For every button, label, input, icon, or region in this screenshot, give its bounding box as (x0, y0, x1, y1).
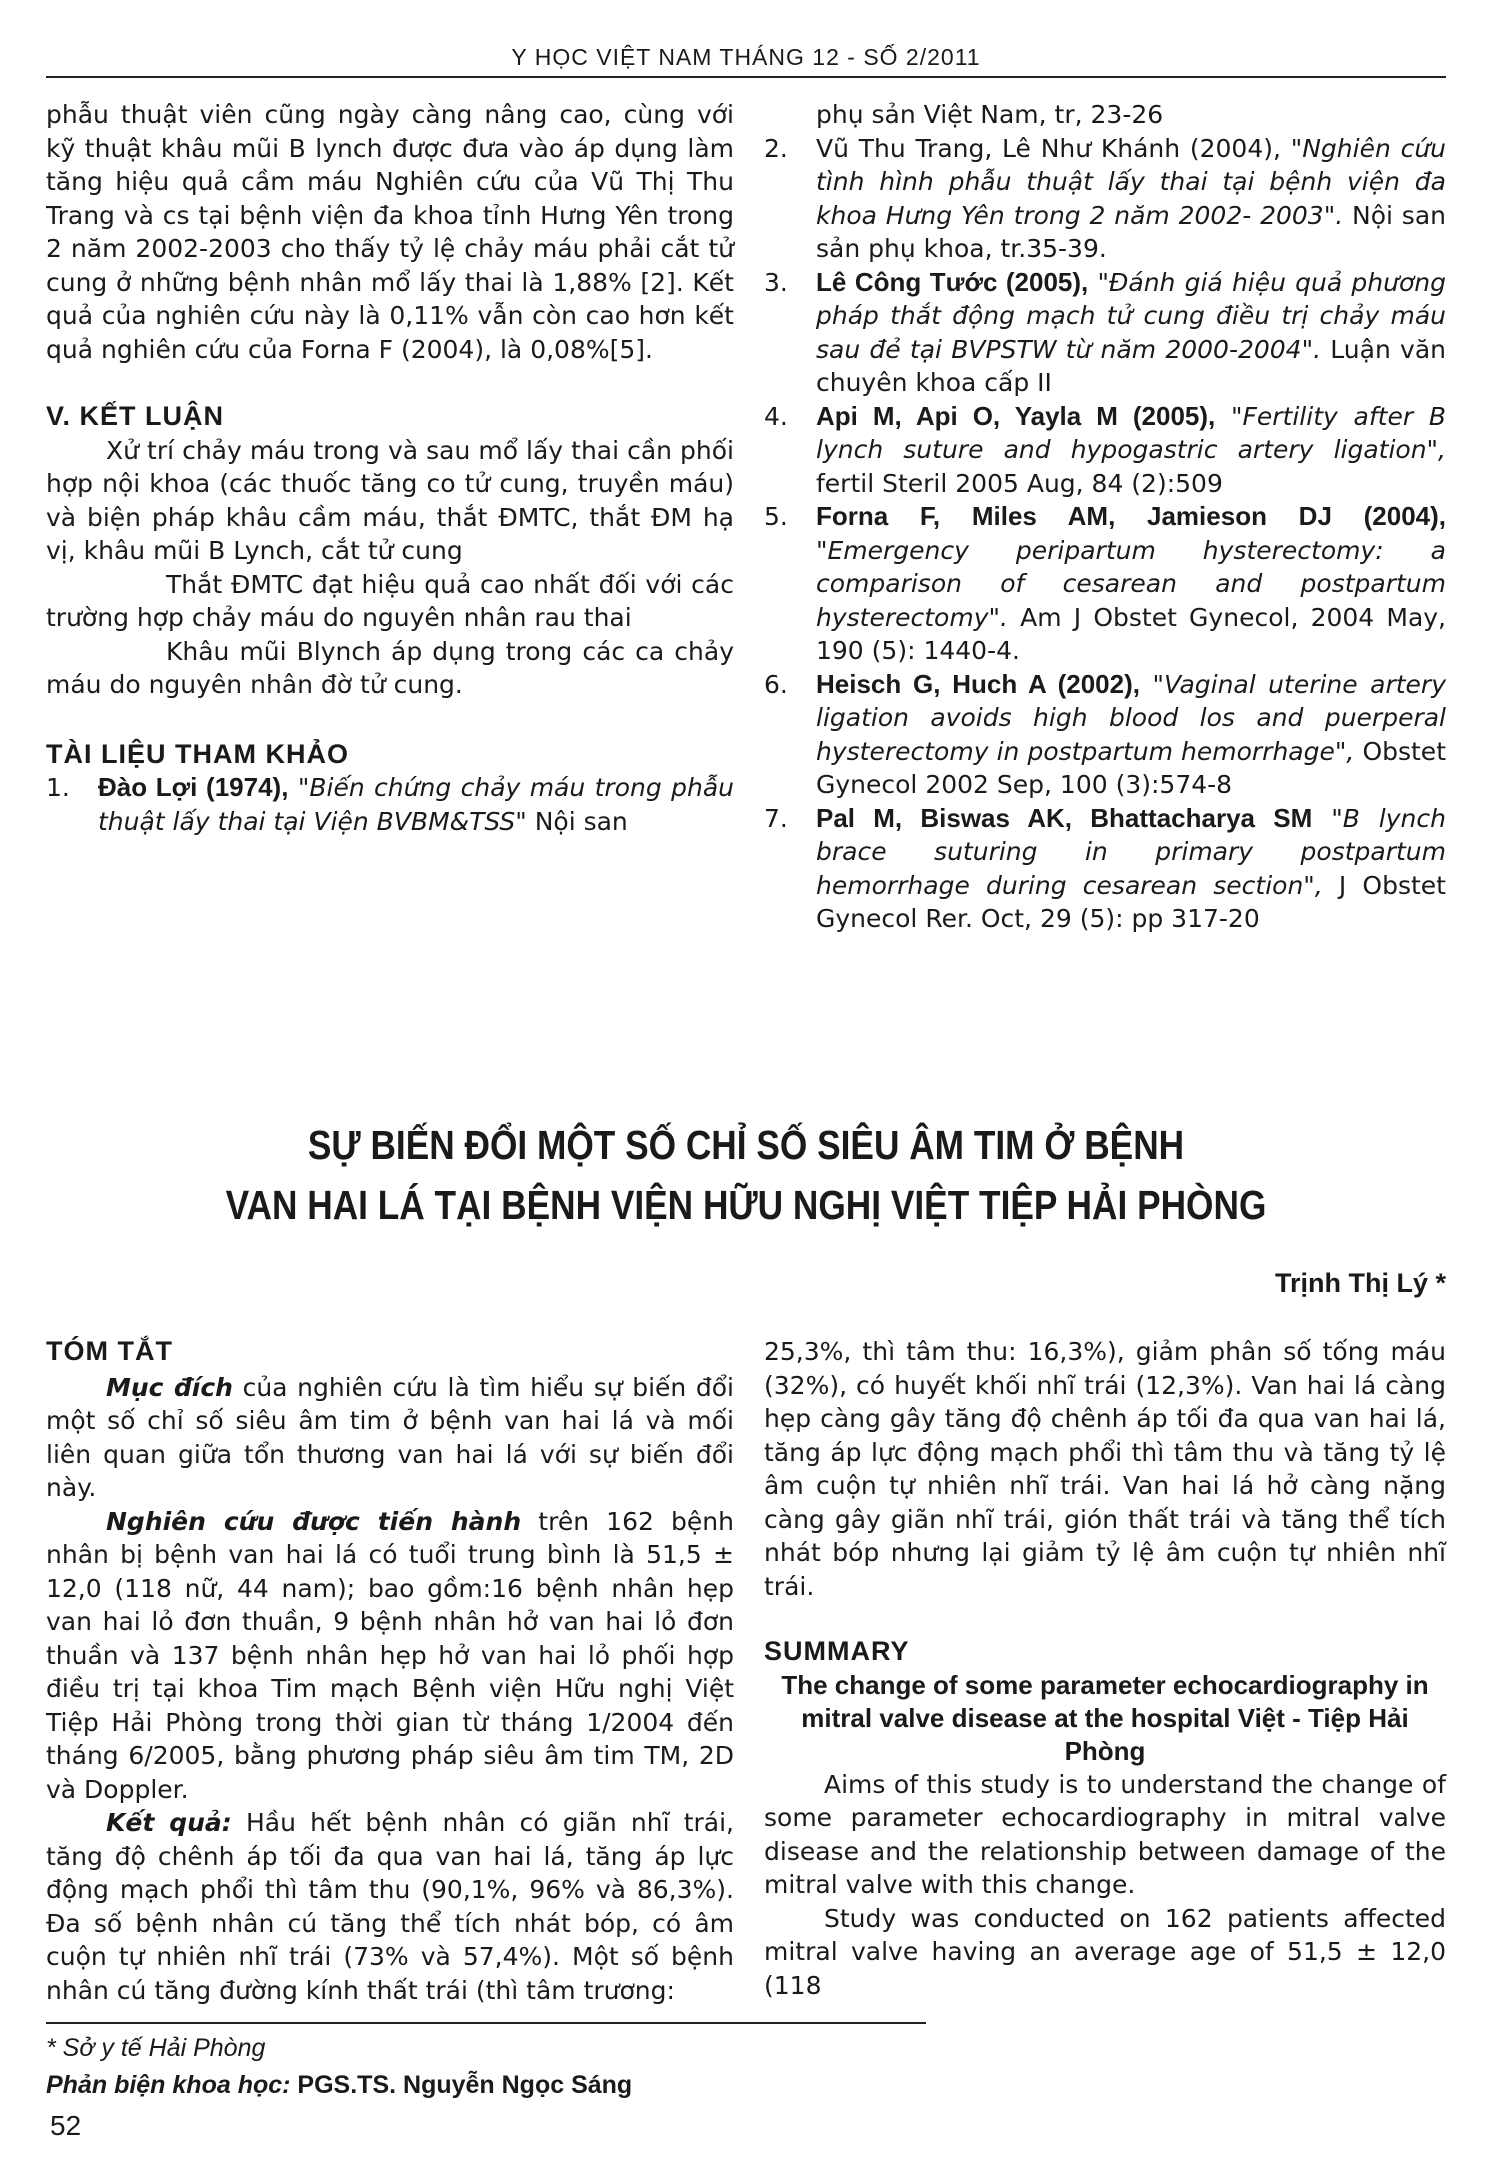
summary-heading: SUMMARY (764, 1636, 910, 1666)
references-heading: TÀI LIỆU THAM KHẢO (46, 738, 349, 769)
conclusion-paragraph-2: Thắt ĐMTC đạt hiệu quả cao nhất đối với các trường hợp chảy máu do nguyên nhân rau thai (46, 569, 734, 632)
abstract-results: Kết quả: Hầu hết bệnh nhân có giãn nhĩ trái, tăng độ chênh áp tối đa qua van hai lá, tăng áp lực động mạch phổi thì tâm thu (90,1%, 96% và 86,3%). Đa số bệnh nhân cú tăng thể tích nhát bóp, có âm cuộn tự nhiên nhĩ trái (73% và 57,4%). Một số bệnh nhân cú tăng đường kính thất trái (thì tâm trương: (46, 1808, 735, 2005)
reference-1: 1. Đào Lợi (1974), "Biến chứng chảy máu trong phẫu thuật lấy thai tại Viện BVBM&TSS" Nội san (46, 772, 734, 836)
article-author: Trịnh Thị Lý * (1274, 1268, 1446, 1298)
top-right-column (764, 98, 1446, 936)
reference-6: 6. Heisch G, Huch A (2002), "Vaginal uterine artery ligation avoids high blood los and puerperal hysterectomy in postpartum hemorrhage", Obstet Gynecol 2002 Sep, 100 (3):574-8 (764, 668, 1446, 799)
summary-study: Study was conducted on 162 patients affected mitral valve having an average age of 51,5 ± 12,0 (118 (764, 1903, 1446, 2000)
article-title-line-2: VAN HAI LÁ TẠI BỆNH VIỆN HỮU NGHỊ VIỆT TIỆP HẢI PHÒNG (225, 1182, 1267, 1228)
reviewer-line: Phản biện khoa học: PGS.TS. Nguyễn Ngọc Sáng (46, 2071, 633, 2099)
article-title-line-1: SỰ BIẾN ĐỔI MỘT SỐ CHỈ SỐ SIÊU ÂM TIM Ở BỆNH (307, 1122, 1185, 1168)
author-affiliation: * Sở y tế Hải Phòng (46, 2034, 266, 2062)
reference-3: 3. Lê Công Tước (2005), "Đánh giá hiệu quả phương pháp thắt động mạch tử cung điều trị chảy máu sau đẻ tại BVPSTW từ năm 2000-2004". Luận văn chuyên khoa cấp II (764, 266, 1446, 397)
summary-subtitle: The change of some parameter echocardiography in mitral valve disease at the hospital Việt - Tiệp Hải Phòng (781, 1669, 1429, 1766)
abstract-method: Nghiên cứu được tiến hành trên 162 bệnh nhân bị bệnh van hai lá có tuổi trung bình là 51,5 ± 12,0 (118 nữ, 44 nam); bao gồm:16 bệnh nhân hẹp van hai lỏ đơn thuần, 9 bệnh nhân hở van hai lỏ đơn thuần và 137 bệnh nhân hẹp hở van hai lỏ phối hợp điều trị tại khoa Tim mạch Bệnh viện Hữu nghị Việt Tiệp Hải Phòng trong thời gian từ tháng 1/2004 đến tháng 6/2005, bằng phương pháp siêu âm tim TM, 2D và Doppler. (46, 1506, 734, 1804)
summary-aims: Aims of this study is to understand the change of some parameter echocardiography in mitral valve disease and the relationship between damage of the mitral valve with this change. (764, 1769, 1446, 1899)
page-number: 52 (50, 2110, 82, 2141)
discussion-paragraph: phẫu thuật viên cũng ngày càng nâng cao, cùng với kỹ thuật khâu mũi B lynch được đưa vào áp dụng làm tăng hiệu quả cầm máu Nghiên cứu của Vũ Thị Thu Trang và cs tại bệnh viện đa khoa tỉnh Hưng Yên trong 2 năm 2002-2003 cho thấy tỷ lệ chảy máu phải cắt tử cung ở những bệnh nhân mổ lấy thai là 1,88% [2]. Kết quả của nghiên cứu này là 0,11% vẫn còn cao hơn kết quả nghiên cứu của Forna F (2004), là 0,08%[5]. (46, 100, 734, 364)
conclusion-paragraph-3: Khâu mũi Blynch áp dụng trong các ca chảy máu do nguyên nhân đờ tử cung. (46, 636, 734, 699)
footnote-rule (46, 2022, 926, 2024)
abstract-column (46, 1335, 734, 2007)
top-left-column (46, 98, 734, 838)
article-title (144, 1115, 1348, 1235)
reference-2: 2. Vũ Thu Trang, Lê Như Khánh (2004), "Nghiên cứu tình hình phẫu thuật lấy thai tại bệnh viện đa khoa Hưng Yên trong 2 năm 2002- 2003". Nội san sản phụ khoa, tr.35-39. (764, 133, 1447, 263)
abstract-heading: TÓM TẮT (46, 1336, 173, 1366)
header-rule (46, 76, 1446, 78)
reference-1-continued: phụ sản Việt Nam, tr, 23-26 (816, 100, 1164, 129)
abstract-aim: Mục đích của nghiên cứu là tìm hiểu sự biến đổi một số chỉ số siêu âm tim ở bệnh van hai lá và mối liên quan giữa tổn thương van hai lá với sự biến đổi này. (46, 1372, 734, 1502)
abstract-results-continued: 25,3%, thì tâm thu: 16,3%), giảm phân số tống máu (32%), có huyết khối nhĩ trái (12,3%). Van hai lá càng hẹp càng gây tăng độ chênh áp tối đa qua van hai lá, tăng áp lực động mạch phổi thì tâm thu và tăng tỷ lệ âm cuộn tự nhiên nhĩ trái. Van hai lá hở càng nặng càng gây giãn nhĩ trái, gión thất trái và tăng thể tích nhát bóp nhưng lại giảm tỷ lệ âm cuộn tự nhiên nhĩ trái. (764, 1337, 1446, 1601)
conclusion-paragraph-1: Xử trí chảy máu trong và sau mổ lấy thai cần phối hợp nội khoa (các thuốc tăng co tử cung, truyền máu) và biện pháp khâu cầm máu, thắt ĐMTC, thắt ĐM hạ vị, khâu mũi B Lynch, cắt tử cung (46, 435, 734, 565)
reference-7: 7. Pal M, Biswas AK, Bhattacharya SM "B lynch brace suturing in primary postpartum hemorrhage during cesarean section", J Obstet Gynecol Rer. Oct, 29 (5): pp 317-20 (764, 802, 1446, 933)
conclusion-heading: V. KẾT LUẬN (46, 401, 225, 431)
reference-4: 4. Api M, Api O, Yayla M (2005), "Fertility after B lynch suture and hypogastric artery ligation", fertil Steril 2005 Aug, 84 (2):509 (764, 400, 1446, 498)
summary-column (764, 1335, 1446, 2002)
footnote (46, 2030, 632, 2104)
journal-header: Y HỌC VIỆT NAM THÁNG 12 - SỐ 2/2011 (511, 44, 981, 70)
reference-5: 5. Forna F, Miles AM, Jamieson DJ (2004), "Emergency peripartum hysterectomy: a comparison of cesarean and postpartum hysterectomy". Am J Obstet Gynecol, 2004 May, 190 (5): 1440-4. (764, 501, 1446, 665)
